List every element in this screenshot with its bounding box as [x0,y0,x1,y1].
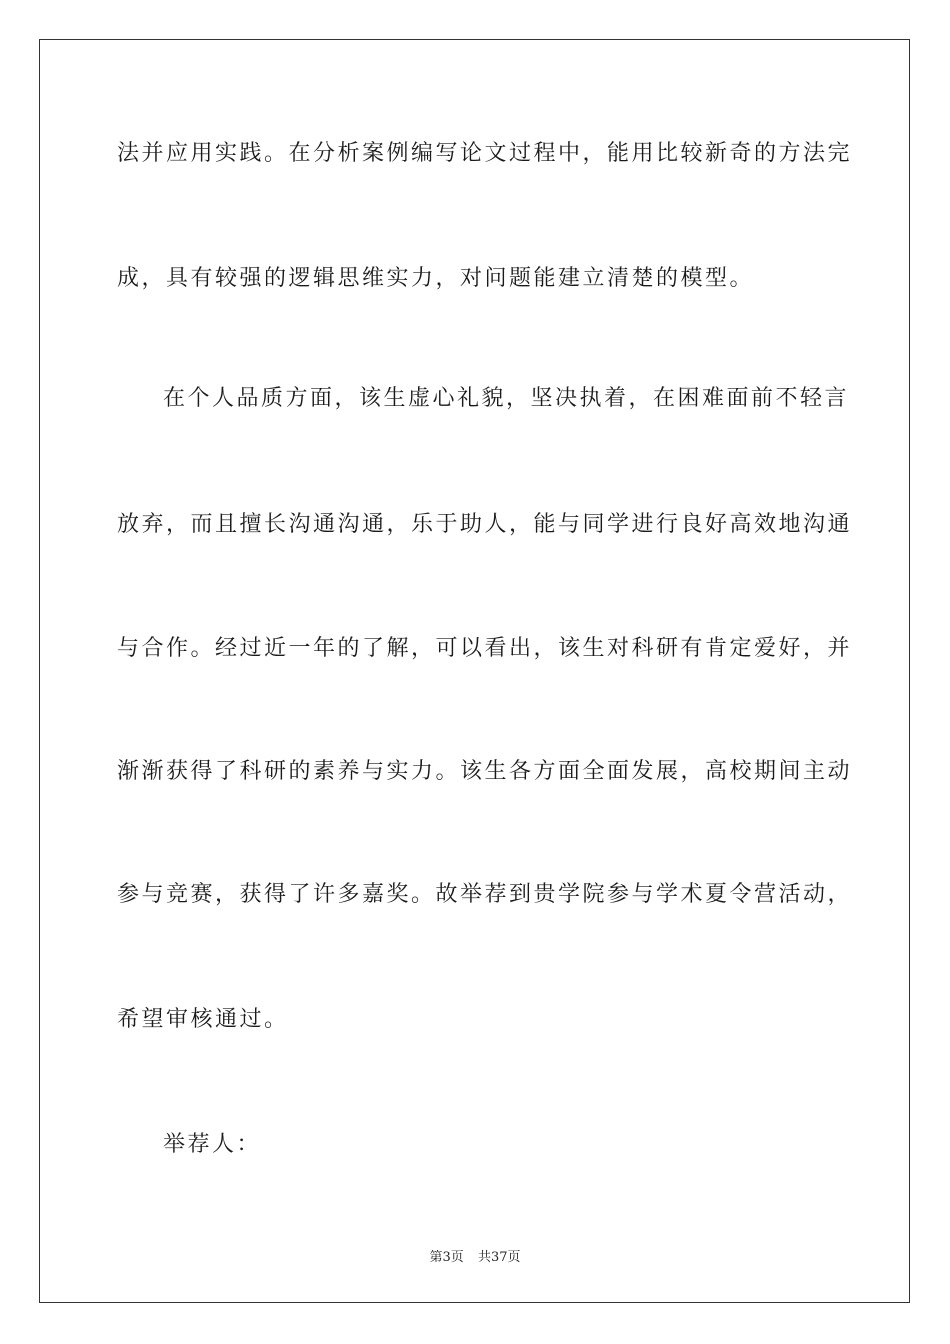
body-line-8: 希望审核通过。 [117,1007,289,1032]
page-total: 共37页 [477,1250,521,1265]
body-line-5: 与合作。经过近一年的了解，可以看出，该生对科研有肯定爱好，并 [117,636,853,661]
page-number: 第3页 [429,1250,464,1265]
body-line-4: 放弃，而且擅长沟通沟通，乐于助人，能与同学进行良好高效地沟通 [117,512,853,537]
body-line-6: 渐渐获得了科研的素养与实力。该生各方面全面发展，高校期间主动 [117,759,853,784]
recommender-label: 举荐人： [163,1132,262,1157]
page-border [39,39,910,1303]
page-footer [0,1246,950,1265]
body-line-7: 参与竞赛，获得了许多嘉奖。故举荐到贵学院参与学术夏令营活动， [117,882,853,907]
body-line-2: 成，具有较强的逻辑思维实力，对问题能建立清楚的模型。 [117,266,755,291]
body-line-3: 在个人品质方面，该生虚心礼貌，坚决执着，在困难面前不轻言 [163,386,850,411]
body-line-1: 法并应用实践。在分析案例编写论文过程中，能用比较新奇的方法完 [117,141,853,166]
